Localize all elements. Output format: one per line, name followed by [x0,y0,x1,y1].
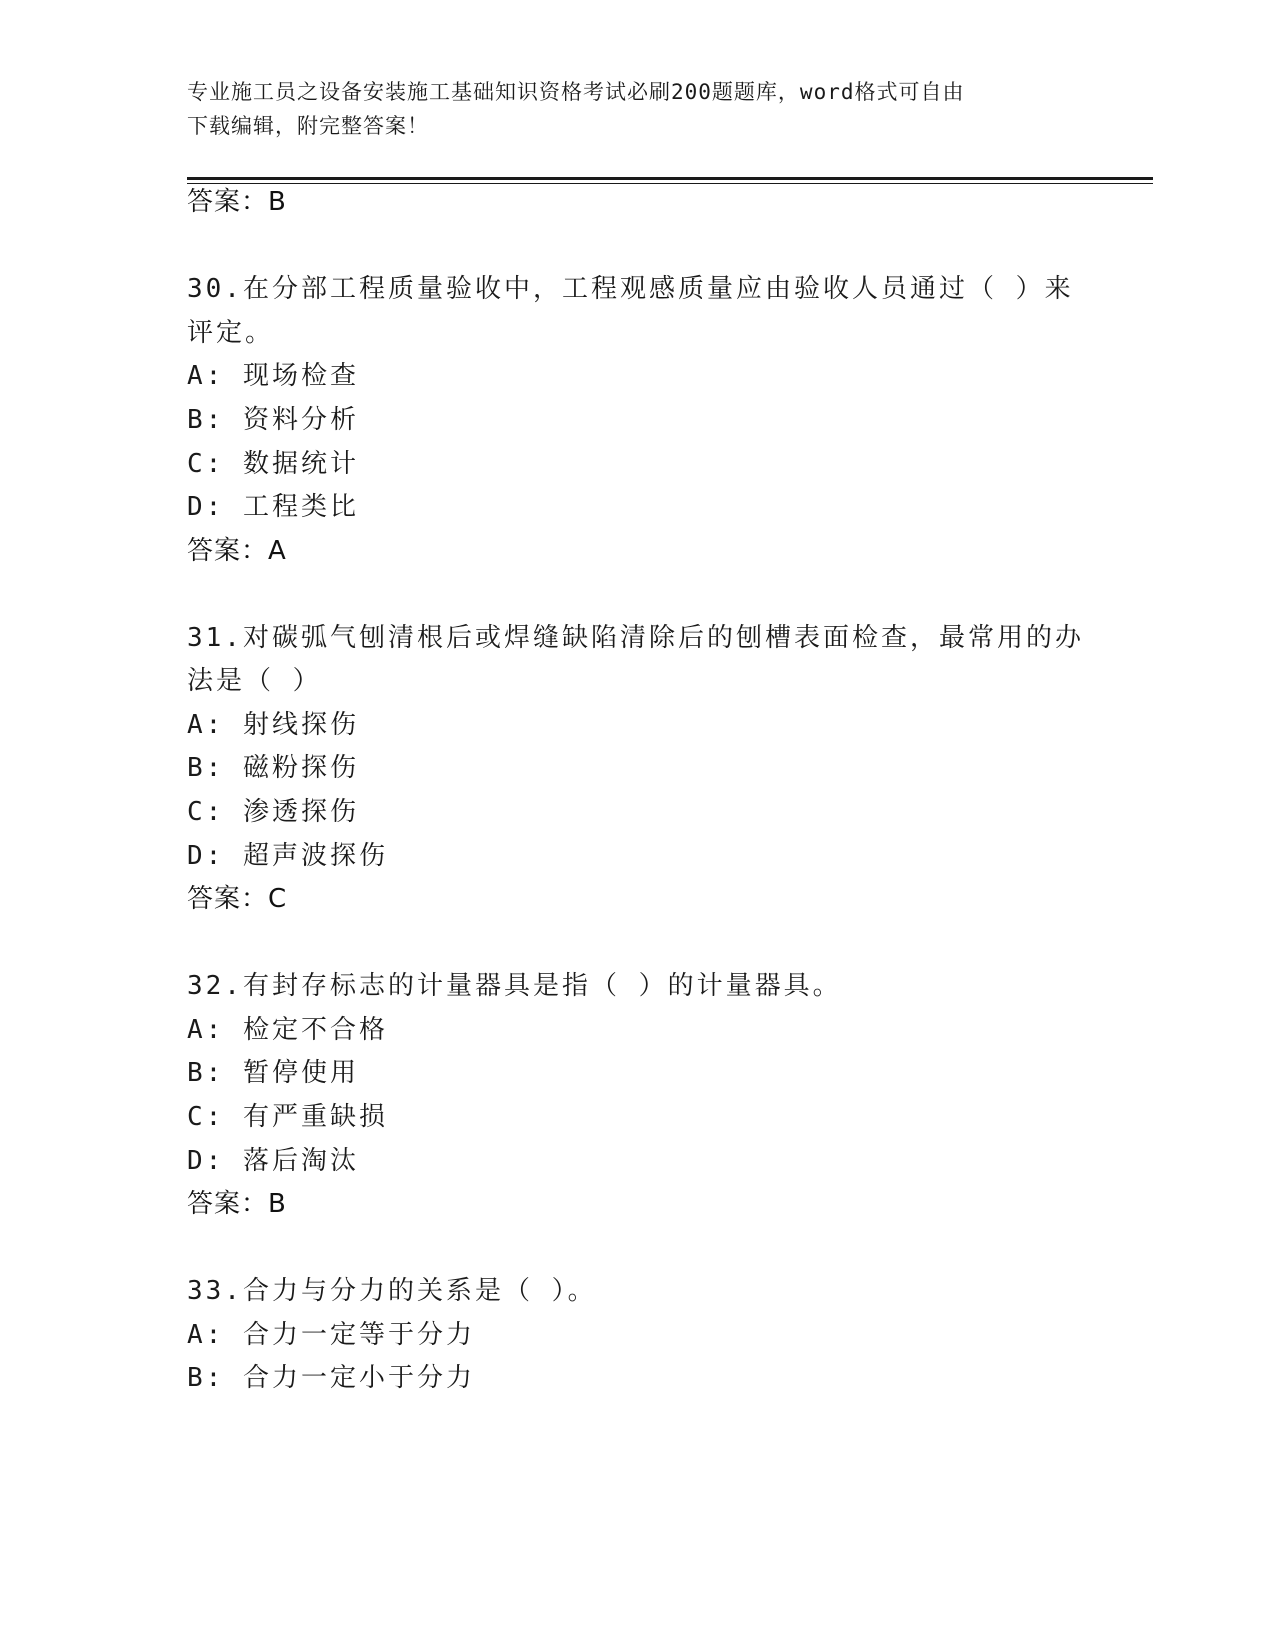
header-divider-thick [187,177,1153,180]
question-31-option-a: A: 射线探伤 [187,710,359,740]
answer-previous: 答案：B [187,187,287,217]
question-30-option-c: C: 数据统计 [187,449,359,479]
question-31-stem-line-1: 31.对碳弧气刨清根后或焊缝缺陷清除后的刨槽表面检查，最常用的办 [187,623,1084,653]
question-32-option-c: C: 有严重缺损 [187,1102,388,1132]
question-30-option-a: A: 现场检查 [187,361,359,391]
question-31-option-d: D: 超声波探伤 [187,841,388,871]
header-line-2: 下载编辑，附完整答案！ [187,114,429,138]
question-31-stem-line-2: 法是（ ） [187,666,322,696]
question-30-stem-line-1: 30.在分部工程质量验收中，工程观感质量应由验收人员通过（ ）来 [187,274,1074,304]
question-33-option-b: B: 合力一定小于分力 [187,1363,475,1393]
question-31-option-c: C: 渗透探伤 [187,797,359,827]
question-30-stem-line-2: 评定。 [187,318,275,348]
question-30-answer: 答案：A [187,536,287,566]
question-30-option-b: B: 资料分析 [187,405,359,435]
header-divider-thin [187,183,1153,184]
question-33-option-a: A: 合力一定等于分力 [187,1320,475,1350]
question-31-answer: 答案：C [187,884,288,914]
question-30-option-d: D: 工程类比 [187,492,359,522]
question-33-stem: 33.合力与分力的关系是（ ）。 [187,1276,597,1306]
document-header [187,75,1067,143]
question-32-answer: 答案：B [187,1189,287,1219]
question-32-option-a: A: 检定不合格 [187,1015,388,1045]
question-31-option-b: B: 磁粉探伤 [187,753,359,783]
question-32-option-d: D: 落后淘汰 [187,1146,359,1176]
question-32-stem: 32.有封存标志的计量器具是指（ ）的计量器具。 [187,971,842,1001]
header-line-1: 专业施工员之设备安装施工基础知识资格考试必刷200题题库，word格式可自由 [187,80,965,104]
question-32-option-b: B: 暂停使用 [187,1058,359,1088]
